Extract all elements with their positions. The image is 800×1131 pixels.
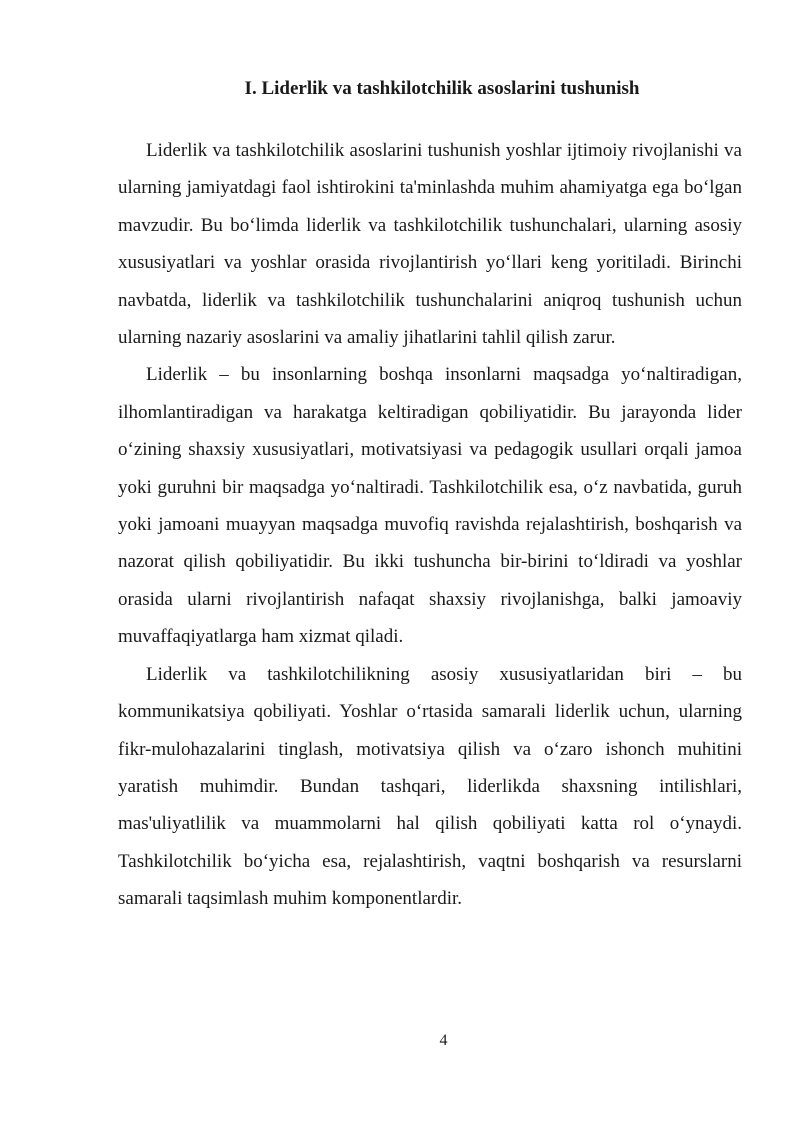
- body-text: [118, 132, 742, 918]
- paragraph: Liderlik va tashkilotchilik asoslarini tushunish yoshlar ijtimoiy rivojlanishi va ularning jamiyatdagi faol ishtirokini ta'minlashda muhim ahamiyatga ega bo‘lgan mavzudir. Bu bo‘limda liderlik va tashkilotchilik tushunchalari, ularning asosiy xususiyatlari va yoshlar orasida rivojlantirish yo‘llari keng yoritiladi. Birinchi navbatda, liderlik va tashkilotchilik tushunchalarini aniqroq tushunish uchun ularning nazariy asoslarini va amaliy jihatlarini tahlil qilish zarur.: [118, 140, 742, 349]
- paragraph: Liderlik – bu insonlarning boshqa insonlarni maqsadga yo‘naltiradigan, ilhomlantiradigan va harakatga keltiradigan qobiliyatidir. Bu jarayonda lider o‘zining shaxsiy xususiyatlari, motivatsiyasi va pedagogik usullari orqali jamoa yoki guruhni bir maqsadga yo‘naltiradi. Tashkilotchilik esa, o‘z navbatida, guruh yoki jamoani muayyan maqsadga muvofiq ravishda rejalashtirish, boshqarish va nazorat qilish qobiliyatidir. Bu ikki tushuncha bir-birini to‘ldiradi va yoshlar orasida ularni rivojlantirish nafaqat shaxsiy rivojlanishga, balki jamoaviy muvaffaqiyatlarga ham xizmat qiladi.: [118, 364, 742, 648]
- page-number: 4: [439, 1032, 448, 1049]
- paragraph: Liderlik va tashkilotchilikning asosiy xususiyatlaridan biri – bu kommunikatsiya qobiliyati. Yoshlar o‘rtasida samarali liderlik uchun, ularning fikr-mulohazalarini tinglash, motivatsiya qilish va o‘zaro ishonch muhitini yaratish muhimdir. Bundan tashqari, liderlikda shaxsning intilishlari, mas'uliyatlilik va muammolarni hal qilish qobiliyati katta rol o‘ynaydi. Tashkilotchilik bo‘yicha esa, rejalashtirish, vaqtni boshqarish va resurslarni samarali taqsimlash muhim komponentlardir.: [118, 663, 742, 910]
- section-heading: I. Liderlik va tashkilotchilik asoslarini tushunish: [244, 78, 640, 99]
